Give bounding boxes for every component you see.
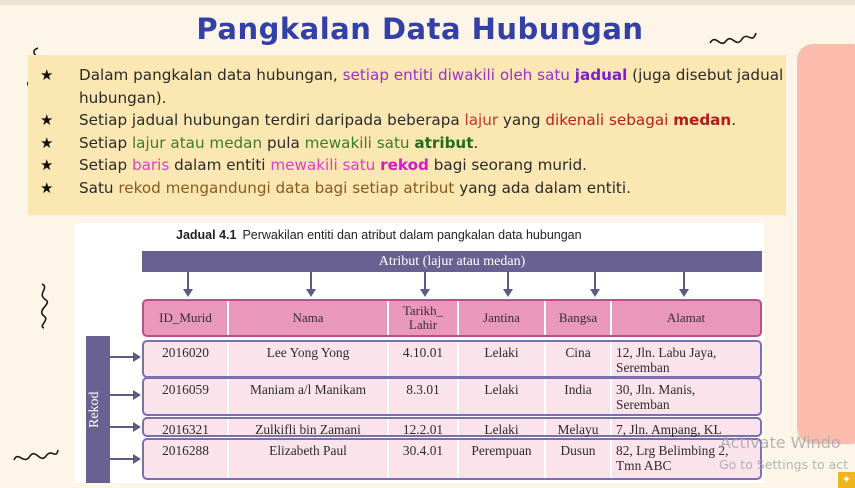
bullet-text-segment: Setiap jadual hubungan terdiri daripada beberapa <box>79 111 465 129</box>
bullet-text-segment: Setiap <box>79 133 132 152</box>
attribute-arrow-line <box>507 272 509 290</box>
bullet-text-segment: jadual <box>574 66 628 84</box>
table-cell: Perempuan <box>459 440 546 478</box>
attribute-arrow-line <box>310 272 312 290</box>
table-header-cell: Tarikh_ Lahir <box>389 301 459 335</box>
bullet-list <box>28 55 786 199</box>
bullet-text-segment: dalam entiti <box>169 156 271 174</box>
table-figure <box>75 223 764 483</box>
bullet-item <box>40 64 786 109</box>
bullet-text-segment: mewakili satu <box>304 133 415 152</box>
table-cell: Lelaki <box>459 379 546 414</box>
activate-windows-watermark: Activate Windo <box>720 433 841 452</box>
table-cell: Dusun <box>546 440 612 478</box>
arrow-right-icon <box>133 454 141 464</box>
arrow-right-icon <box>133 390 141 400</box>
attribute-arrow-line <box>424 272 426 290</box>
table-cell: Melayu <box>546 419 612 435</box>
table-cell: Lelaki <box>459 419 546 435</box>
bullet-text-segment: atribut <box>414 133 474 152</box>
table-header-cell: ID_Murid <box>144 301 229 335</box>
record-arrow-line <box>110 426 134 428</box>
bullet-text-segment: medan <box>673 111 732 129</box>
table-row <box>142 438 762 480</box>
table-cell: 30, Jln. Manis, Seremban <box>616 382 696 412</box>
bullet-text-segment: lajur atau medan <box>131 133 263 152</box>
bullet-item <box>40 132 786 155</box>
table-cell: Cina <box>546 342 612 376</box>
table-cell: India <box>546 379 612 414</box>
bullet-text-segment: Dalam pangkalan data hubungan, <box>79 66 343 84</box>
bullet-text-segment: rekod <box>380 156 429 174</box>
squiggle-decoration-middle-left <box>34 282 54 330</box>
right-decorative-panel <box>797 44 855 444</box>
table-cell: 12, Jln. Labu Jaya, Seremban <box>616 345 717 375</box>
squiggle-decoration-top-right <box>708 27 758 51</box>
figure-caption-number: Jadual 4.1 <box>176 228 237 242</box>
star-bullet-icon: ★ <box>40 111 54 129</box>
bullet-list-box <box>28 55 786 215</box>
attribute-bar: Atribut (lajur atau medan) <box>142 251 762 272</box>
bullet-text-segment: Setiap <box>79 156 132 174</box>
table-header-cell: Jantina <box>459 301 546 335</box>
bullet-text-segment: lajur <box>464 111 499 129</box>
table-cell: Zulkifli bin Zamani <box>229 419 389 435</box>
bullet-text-segment: rekod mengandungi data bagi setiap atribut <box>118 178 455 197</box>
bullet-item <box>40 109 786 132</box>
bullet-text-segment: Satu <box>79 178 119 197</box>
bullet-text-segment: mewakili satu <box>270 156 381 174</box>
record-arrow-line <box>110 458 134 460</box>
bullet-text-segment: . <box>473 133 479 152</box>
arrow-down-icon <box>183 289 193 297</box>
table-cell: 4.10.01 <box>389 342 459 376</box>
table-cell: Maniam a/l Manikam <box>229 379 389 414</box>
figure-caption <box>176 228 582 242</box>
table-cell: 30.4.01 <box>389 440 459 478</box>
table-cell: Lelaki <box>459 342 546 376</box>
table-cell: 2016059 <box>144 379 229 414</box>
arrow-down-icon <box>420 289 430 297</box>
bullet-item <box>40 177 786 200</box>
table-cell: 2016321 <box>144 419 229 435</box>
bullet-item <box>40 154 786 177</box>
bullet-text-segment: dikenali sebagai <box>545 111 674 129</box>
arrow-down-icon <box>306 289 316 297</box>
arrow-right-icon <box>133 422 141 432</box>
table-row <box>142 340 762 378</box>
table-header-row <box>142 299 762 337</box>
bullet-text-segment: baris <box>131 156 170 174</box>
record-arrow-line <box>110 356 134 358</box>
table-row <box>142 417 762 437</box>
bullet-text-segment: bagi seorang murid. <box>428 156 587 174</box>
table-row <box>142 377 762 416</box>
arrow-right-icon <box>133 352 141 362</box>
arrow-down-icon <box>679 289 689 297</box>
arrow-down-icon <box>590 289 600 297</box>
star-bullet-icon: ★ <box>40 66 54 84</box>
figure-caption-text: Perwakilan entiti dan atribut dalam pangkalan data hubungan <box>242 228 582 242</box>
bullet-text-segment: yang ada dalam entiti. <box>454 178 631 197</box>
table-cell: 7, Jln. Ampang, KL <box>616 422 722 437</box>
attribute-arrow-line <box>683 272 685 290</box>
star-bullet-icon: ★ <box>40 178 54 197</box>
bullet-text-segment: pula <box>262 133 305 152</box>
attribute-arrow-line <box>594 272 596 290</box>
bullet-text-segment: yang <box>498 111 546 129</box>
star-icon[interactable]: ✦ <box>838 472 855 488</box>
squiggle-decoration-bottom-left <box>12 444 60 468</box>
activate-windows-settings-text[interactable]: Go to Settings to act <box>719 457 849 472</box>
bullet-text-segment: . <box>731 111 737 129</box>
record-arrow-line <box>110 394 134 396</box>
top-border <box>0 0 855 5</box>
table-header-cell: Nama <box>229 301 389 335</box>
table-cell: 82, Lrg Belimbing 2, Tmn ABC <box>616 443 729 473</box>
table-cell: Lee Yong Yong <box>229 342 389 376</box>
table-cell: 2016288 <box>144 440 229 478</box>
table-header-cell: Alamat <box>666 310 706 325</box>
star-bullet-icon: ★ <box>40 156 54 174</box>
arrow-down-icon <box>503 289 513 297</box>
table-cell: 2016020 <box>144 342 229 376</box>
table-cell: 12.2.01 <box>389 419 459 435</box>
star-bullet-icon: ★ <box>40 133 54 152</box>
table-cell: Elizabeth Paul <box>229 440 389 478</box>
table-header-cell: Bangsa <box>546 301 612 335</box>
page-title: Pangkalan Data Hubungan <box>196 12 644 46</box>
attribute-arrow-line <box>187 272 189 290</box>
record-label: Rekod <box>87 391 102 428</box>
bullet-text-segment: setiap entiti diwakili oleh satu <box>342 66 575 84</box>
bullet-text-segment: (juga disebut jadual hubungan). <box>79 66 784 107</box>
table-cell: 8.3.01 <box>389 379 459 414</box>
